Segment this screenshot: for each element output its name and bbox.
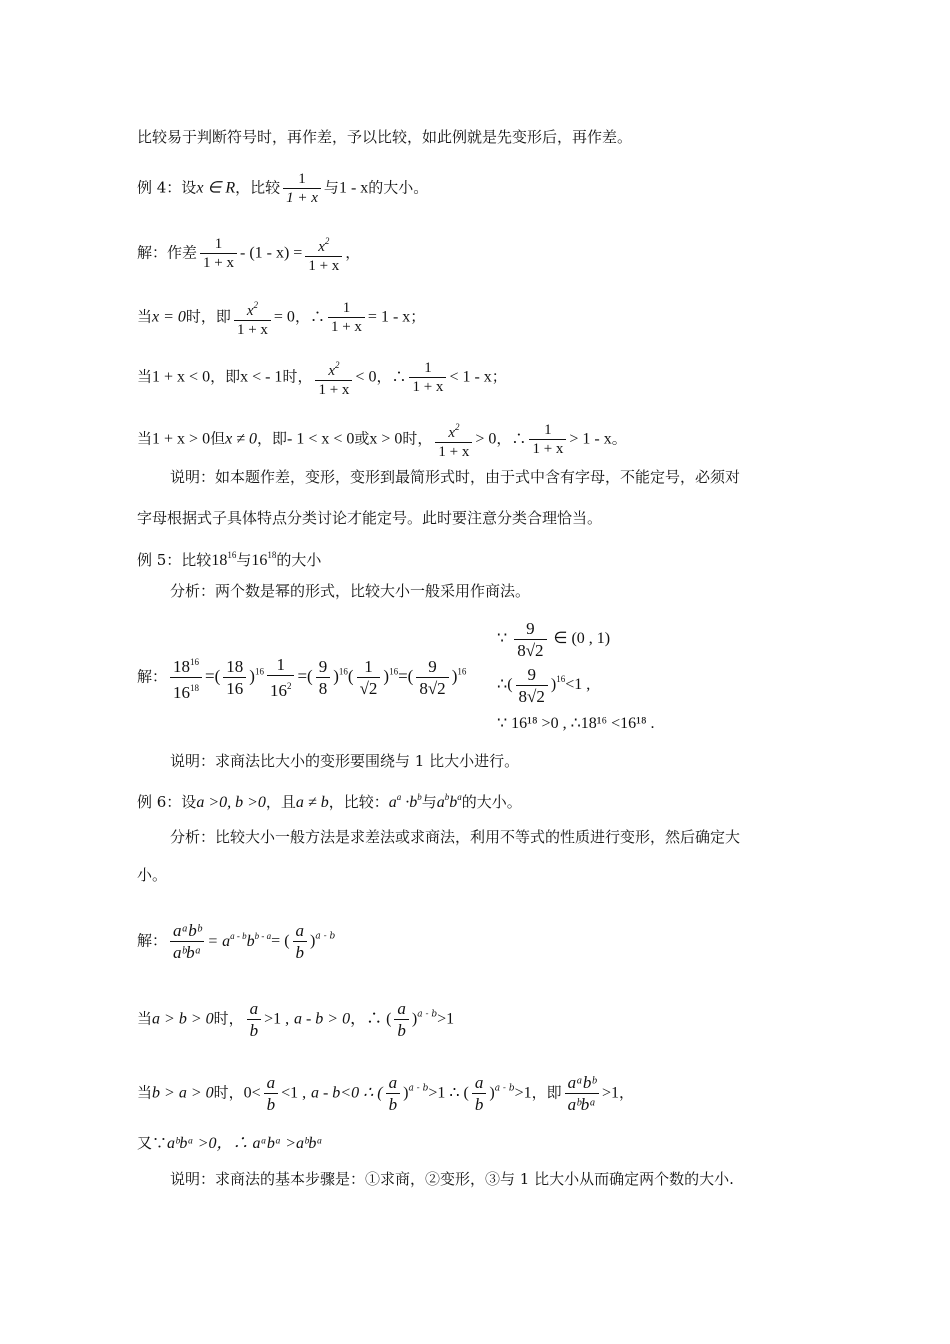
fraction-denominator: 8√2 — [517, 641, 544, 660]
fraction-numerator — [305, 232, 342, 257]
case-negative — [137, 356, 507, 399]
and-text: ，且 — [265, 793, 296, 811]
result: < 1 - x — [449, 368, 492, 386]
fraction-numerator — [435, 418, 472, 443]
fraction-denominator: b — [249, 1021, 259, 1040]
equals: = — [398, 666, 408, 686]
fraction-a-b — [247, 998, 262, 1041]
equals-a: = a — [207, 932, 231, 950]
equals-open: = ( — [271, 932, 290, 950]
fraction-numerator: 1 — [328, 299, 365, 318]
exponent: b — [444, 792, 450, 802]
fraction-numerator: 1 — [283, 170, 321, 189]
x-var: x — [246, 303, 254, 319]
solution-label: 解：作差 — [137, 243, 198, 262]
fraction-x2 — [435, 418, 472, 461]
fraction-18-16 — [170, 652, 202, 703]
condition: b > a > 0 — [152, 1084, 214, 1102]
base-b: b — [449, 794, 458, 811]
comma: ， — [345, 243, 361, 262]
fraction-denominator: 1 + x — [532, 441, 564, 457]
fraction-denominator — [170, 678, 202, 703]
note-1-line-1: 说明：如本题作差，变形，变形到最简形式时，由于式中含有字母，不能定号，必须对 — [170, 468, 741, 486]
x-var: x — [328, 363, 336, 379]
fraction-numerator — [170, 652, 202, 678]
paragraph-intro: 比较易于判断符号时，再作差，予以比较，如此例就是先变形后，再作差。 — [137, 128, 633, 146]
gt-one: >1 ∴ ( — [428, 1084, 469, 1102]
fraction-denominator: 1 + x — [236, 322, 268, 338]
close-paren: ) — [403, 1084, 409, 1102]
when-text: 当 — [137, 367, 153, 386]
fraction-denominator: 1 + x — [308, 258, 340, 274]
example-4-tail: 的大小。 — [368, 178, 429, 197]
solution-minus: - (1 - x) = — [239, 244, 303, 262]
time-text: 时， — [213, 1009, 244, 1028]
base-b: b — [246, 932, 255, 950]
fraction-denominator: aᵇbᵃ — [567, 1095, 596, 1114]
example-6-statement — [137, 786, 522, 814]
result: = 1 - x — [367, 308, 411, 326]
exponent: 2 — [253, 300, 258, 310]
fraction-denominator: b — [397, 1021, 406, 1040]
exponent: a - b — [417, 1009, 438, 1020]
lt-one: <1 , — [565, 676, 591, 694]
example-4-label: 例 4：设 — [137, 178, 197, 197]
fraction-a-b — [293, 920, 308, 963]
exponent: 2 — [454, 422, 460, 432]
base: 18 — [173, 657, 191, 676]
case-a-gt-b — [137, 998, 454, 1041]
interval: ∈ (0 , 1) — [553, 630, 611, 648]
when-text: 当 — [137, 429, 153, 448]
therefore: ，∴ — [294, 307, 325, 326]
condition-4: x > 0 — [369, 430, 403, 448]
fraction-9-8sqrt2 — [416, 656, 448, 699]
ex5-line-1 — [497, 618, 610, 661]
ie-text: ，即 — [256, 429, 287, 448]
note-2: 说明：求商法比大小的变形要围绕与 1 比大小进行。 — [170, 752, 520, 770]
fraction-numerator: 1 — [409, 359, 446, 378]
because: ∵ — [497, 630, 508, 648]
example-4-expr: 1 - x — [338, 179, 369, 197]
exponent: a - b — [408, 1083, 429, 1094]
base: 18 — [211, 552, 228, 569]
close-paren: ) — [489, 1084, 495, 1102]
fraction-numerator: 1 — [267, 654, 295, 676]
exponent: 16 — [389, 666, 399, 677]
equals: = — [297, 666, 308, 686]
time-text: 时，即 — [185, 307, 231, 326]
fraction-numerator: aᵃbᵇ — [565, 1072, 599, 1094]
fraction-numerator — [315, 356, 352, 381]
lead: 0< — [243, 1084, 261, 1102]
fraction-denominator: b — [295, 943, 305, 962]
fraction-x2 — [315, 356, 352, 399]
fraction-denominator: 16 — [226, 679, 244, 698]
fraction-numerator: 9 — [514, 618, 546, 640]
example-6-solution — [137, 920, 335, 963]
time-text: 时， — [402, 429, 433, 448]
example-4-fraction — [283, 170, 321, 207]
also-line — [137, 1132, 323, 1155]
exponent: 16 — [457, 666, 467, 677]
end-punct: ； — [410, 307, 426, 326]
therefore: ，∴ ( — [350, 1010, 392, 1028]
solution-label: 解： — [137, 931, 168, 950]
also-therefore: ，∴ aᵃbᵃ >aᵇbᵃ — [216, 1135, 323, 1152]
exponent: 18 — [190, 683, 200, 693]
exponent: b — [417, 792, 422, 802]
fraction-denominator: b — [388, 1095, 398, 1114]
condition: 1 + x < 0 — [152, 368, 211, 386]
fraction-denominator: b — [474, 1095, 484, 1114]
condition: a >0, b >0 — [196, 794, 266, 811]
base-a: a — [388, 794, 397, 811]
fraction-denominator: 1 + x — [286, 190, 318, 206]
with-text: 与 — [323, 178, 339, 197]
note-3: 说明：求商法的基本步骤是：①求商，②变形，③与 1 比大小从而确定两个数的大小. — [170, 1170, 734, 1188]
example-5-analysis: 分析：两个数是幂的形式，比较大小一般采用作商法。 — [170, 582, 531, 600]
eq-zero: = 0 — [273, 308, 295, 326]
condition: a > b > 0 — [152, 1010, 214, 1028]
diff: a - b > 0 — [293, 1010, 351, 1028]
fraction-denominator: 8 — [318, 679, 328, 698]
fraction-18-over-16 — [223, 656, 246, 699]
fraction-numerator: a — [394, 998, 409, 1020]
also-because: 又∵ — [137, 1134, 168, 1152]
expression-1 — [389, 794, 422, 811]
condition-2: a ≠ b — [295, 794, 329, 811]
fraction-numerator: 9 — [516, 664, 548, 686]
exponent: a - b — [494, 1083, 515, 1094]
example-6-tail: 的大小。 — [461, 793, 522, 811]
fraction-one — [409, 359, 446, 396]
exponent: a - b — [230, 930, 247, 941]
fraction-numerator: 18 — [223, 656, 246, 678]
example-5-label: 例 5：比较 — [137, 551, 212, 569]
example-5-solution: 解： $\frac{18^{16}}{16^{18}}$ =( $\frac{18}{16}$ )$^{16}$ $\frac{1}{16^2}$ =( $\frac{9}{8}$ )$^{16}$( $\frac{1}{√2}$ )$^{16}$=( $\frac{9}{8√2}$ )$^{16}$ — [137, 652, 466, 703]
condition: x = 0 — [152, 308, 186, 326]
fraction-a-b — [472, 1072, 487, 1115]
gt-zero: > 0 — [475, 430, 497, 448]
exponent: 16 — [556, 674, 566, 685]
power-b — [251, 552, 276, 569]
power-a — [211, 552, 236, 569]
fraction-numerator: a — [472, 1072, 487, 1094]
fraction-numerator: 9 — [316, 656, 331, 678]
example-6-analysis-1: 分析：比较大小一般方法是求差法或求商法，利用不等式的性质进行变形，然后确定大 — [170, 828, 741, 846]
fraction-a-b — [394, 998, 409, 1041]
therefore: ，∴ — [496, 429, 527, 448]
therefore: ∴ — [497, 676, 508, 694]
condition-2: x ≠ 0 — [225, 430, 257, 448]
fraction-one — [328, 299, 365, 336]
base: 16 — [251, 552, 268, 569]
case-b-gt-a — [137, 1072, 634, 1115]
example-6-label: 例 6：设 — [137, 793, 197, 811]
fraction-denominator: 1 + x — [203, 255, 234, 271]
condition-2: x < - 1 — [240, 368, 283, 386]
exponent: 2 — [335, 360, 340, 370]
but-text: 但 — [210, 429, 226, 448]
exponent: 16 — [227, 550, 237, 560]
fraction-9-8sqrt2 — [516, 664, 548, 707]
fraction-denominator: b — [266, 1095, 276, 1114]
time-text: 时， — [213, 1083, 244, 1102]
fraction-ratio — [565, 1072, 599, 1115]
therefore: ，∴ — [376, 367, 407, 386]
case-positive — [137, 418, 627, 461]
exponent: a — [457, 792, 462, 802]
solution-fraction-1 — [200, 235, 237, 272]
fraction-a-b — [264, 1072, 279, 1115]
result: > 1 - x — [569, 430, 612, 448]
end-punct: ； — [491, 367, 507, 386]
base: 16 — [269, 681, 287, 700]
fraction-one — [529, 421, 566, 458]
exponent: 18 — [267, 550, 277, 560]
example-4-statement — [137, 170, 428, 207]
fraction-numerator: 1 — [529, 421, 566, 440]
x-var: x — [448, 425, 455, 441]
ex5-line-3: ∵ 16¹⁸ >0 , ∴18¹⁶ <16¹⁸ . — [497, 715, 655, 732]
or-text: 或 — [354, 429, 370, 448]
example-4-compare-text: ，比较 — [235, 178, 281, 197]
fraction-numerator: a — [264, 1072, 279, 1094]
exponent: 16 — [338, 666, 348, 677]
fraction-9-8 — [316, 656, 331, 699]
fraction-numerator: a — [247, 998, 262, 1020]
base-b: ·b — [405, 794, 418, 811]
also-expr: aᵇbᵃ >0 — [167, 1135, 217, 1152]
exponent: 2 — [324, 236, 330, 246]
fraction-numerator — [234, 296, 271, 321]
when-text: 当 — [137, 1083, 153, 1102]
gt-one-end: >1 — [601, 1084, 620, 1102]
compare-text: ，比较： — [328, 793, 389, 811]
ie-text: ，即 — [210, 367, 241, 386]
fraction-denominator: 1 + x — [438, 444, 470, 460]
exponent: a — [396, 792, 402, 802]
when-text: 当 — [137, 307, 153, 326]
fraction-denominator: aᵇbᵃ — [173, 943, 202, 962]
exponent: a - b — [315, 931, 336, 942]
case-x-zero — [137, 296, 425, 339]
example-4-solution — [137, 232, 360, 275]
when-text: 当 — [137, 1009, 153, 1028]
fraction-1-16sq — [267, 654, 295, 701]
example-6-analysis-2: 小。 — [137, 866, 168, 884]
fraction-numerator: 9 — [416, 656, 448, 678]
fraction-denominator: 1 + x — [318, 382, 350, 398]
fraction-9-8sqrt2 — [514, 618, 546, 661]
fraction-denominator: 8√2 — [518, 687, 545, 706]
expression-2 — [437, 794, 462, 811]
example-5-tail: 的大小 — [276, 551, 322, 569]
lt-one: <1 , — [281, 1084, 307, 1102]
comma: ， — [619, 1083, 635, 1102]
ie-text: ，即 — [531, 1083, 562, 1102]
fraction-1-sqrt2 — [357, 656, 381, 699]
exponent: 2 — [286, 681, 292, 691]
fraction-x2 — [234, 296, 271, 339]
fraction-denominator — [267, 676, 295, 701]
note-1-line-2: 字母根据式子具体特点分类讨论才能定号。此时要注意分类合理恰当。 — [137, 509, 603, 527]
fraction-denominator: √2 — [359, 679, 378, 698]
base-a: a — [436, 794, 445, 811]
fraction-a-b — [386, 1072, 401, 1115]
ex5-line-2: ∴( $\frac{9}{8√2}$ )$^{16}$<1 , — [497, 665, 591, 706]
with-text: 与 — [421, 793, 437, 811]
fraction-denominator: 8√2 — [419, 679, 446, 698]
end-punct: 。 — [611, 429, 627, 448]
with-text: 与 — [236, 551, 252, 569]
base: 16 — [173, 683, 191, 702]
exponent: b - a — [254, 930, 272, 941]
fraction-numerator: a — [293, 920, 308, 942]
solution-label: 解： — [137, 667, 168, 686]
gt-one: >1 , — [264, 1010, 290, 1028]
condition: 1 + x > 0 — [152, 430, 211, 448]
exponent: 16 — [190, 657, 200, 667]
equals: = — [205, 666, 215, 686]
fraction-denominator: 1 + x — [330, 319, 362, 335]
gt-one-b: >1 — [514, 1084, 532, 1102]
x-var: x — [318, 239, 325, 255]
power-form — [207, 930, 272, 950]
gt-one-end: >1 — [437, 1010, 455, 1028]
condition-3: - 1 < x < 0 — [286, 430, 355, 448]
fraction-ratio — [170, 920, 204, 963]
lt-zero: < 0 — [355, 368, 377, 386]
diff: a - b<0 ∴ ( — [310, 1084, 383, 1102]
fraction-numerator: a — [386, 1072, 401, 1094]
close-paren: ) — [310, 932, 316, 950]
example-4-condition: x ∈ R — [196, 179, 236, 197]
time-text: 时， — [282, 367, 313, 386]
example-5-statement — [137, 544, 321, 572]
solution-fraction-2 — [305, 232, 342, 275]
fraction-numerator: aᵃbᵇ — [170, 920, 204, 942]
fraction-denominator: 1 + x — [412, 379, 444, 395]
fraction-numerator: 1 — [357, 656, 381, 678]
exponent: 16 — [254, 666, 264, 677]
close-paren: ) — [411, 1010, 418, 1028]
fraction-numerator: 1 — [200, 235, 237, 254]
